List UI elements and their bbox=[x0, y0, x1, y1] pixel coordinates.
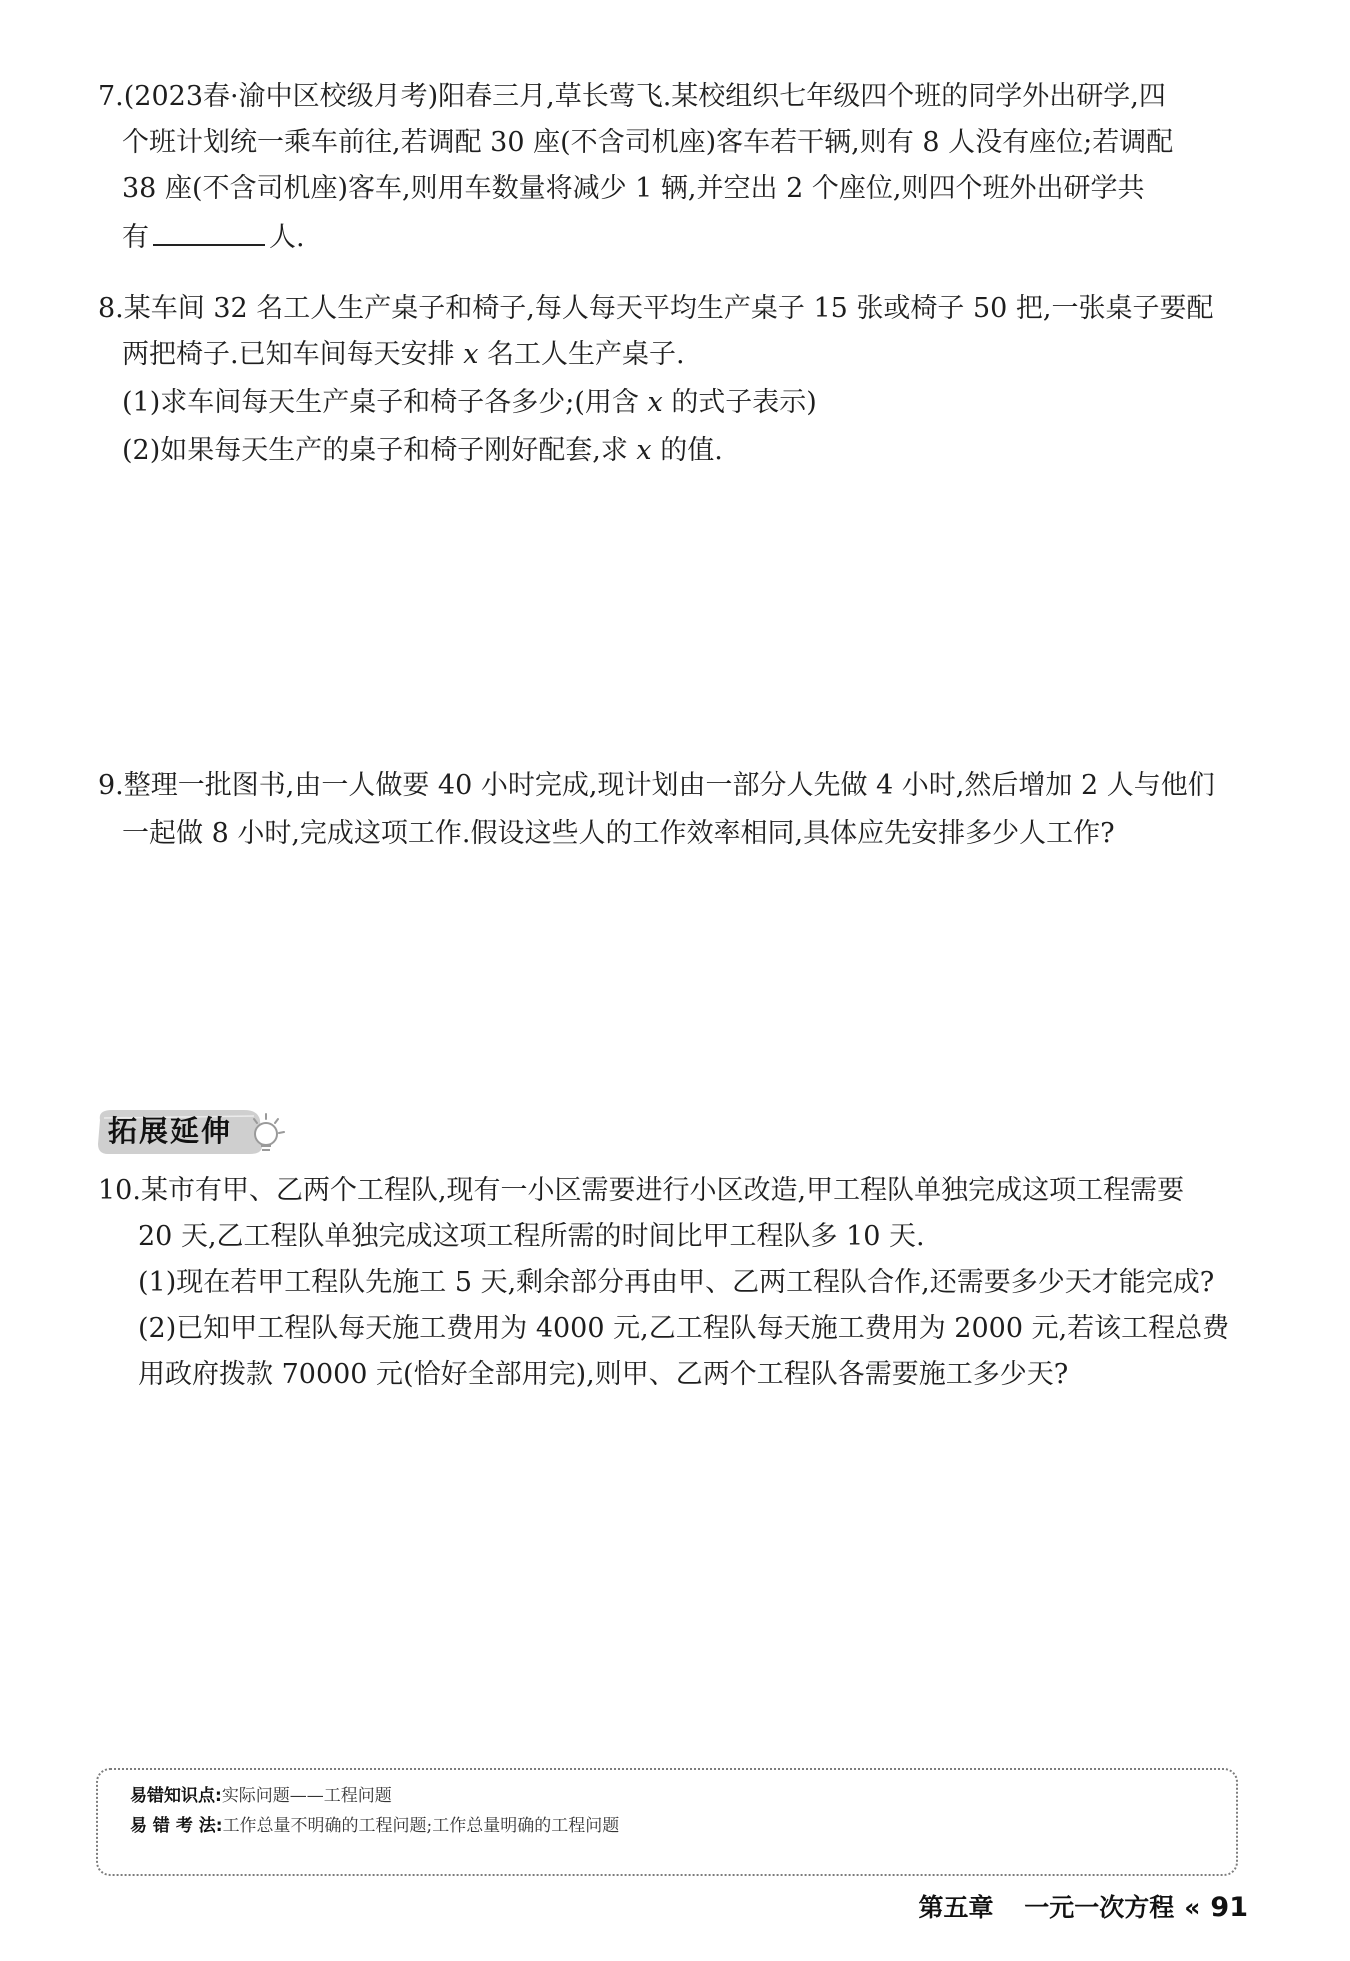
page-number: 91 bbox=[1210, 1892, 1248, 1923]
lightbulb-icon bbox=[255, 1123, 277, 1145]
chapter-label: 第五章 bbox=[918, 1893, 994, 1922]
q8-line-1: 8.某车间 32 名工人生产桌子和椅子,每人每天平均生产桌子 15 张或椅子 50 把,一张桌子要配 bbox=[98, 290, 1214, 328]
q10-subquestion-1: (1)现在若甲工程队先施工 5 天,剩余部分再由甲、乙两工程队合作,还需要多少天才能完成? bbox=[138, 1267, 1215, 1298]
q7-line-4: 有 人. bbox=[122, 216, 305, 257]
q7-line-3: 38 座(不含司机座)客车,则用车数量将减少 1 辆,并空出 2 个座位,则四个班外出研学共 bbox=[122, 173, 1145, 204]
q10-line-1: 10.某市有甲、乙两个工程队,现有一小区需要进行小区改造,甲工程队单独完成这项工程需要 bbox=[98, 1172, 1184, 1210]
chevron-left-icon: « bbox=[1184, 1893, 1201, 1922]
section-title: 拓展延伸 bbox=[108, 1114, 233, 1148]
answer-blank[interactable] bbox=[153, 216, 265, 246]
q8-line-2: 两把椅子.已知车间每天安排 x 名工人生产桌子. bbox=[122, 339, 685, 370]
q10-line-2: 20 天,乙工程队单独完成这项工程所需的时间比甲工程队多 10 天. bbox=[138, 1221, 925, 1252]
q7-number: 7. bbox=[98, 81, 124, 112]
q8-subquestion-2: (2)如果每天生产的桌子和椅子刚好配套,求 x 的值. bbox=[122, 435, 723, 466]
q9-line-1: 9.整理一批图书,由一人做要 40 小时完成,现计划由一部分人先做 4 小时,然后增加 2 人与他们 bbox=[98, 767, 1215, 805]
q10-subquestion-2-line-1: (2)已知甲工程队每天施工费用为 4000 元,乙工程队每天施工费用为 2000 元,若该工程总费 bbox=[138, 1313, 1230, 1344]
q8-subquestion-1: (1)求车间每天生产桌子和椅子各多少;(用含 x 的式子表示) bbox=[122, 387, 817, 418]
variable-x: x bbox=[647, 387, 663, 418]
page-footer bbox=[919, 1890, 1248, 1926]
q9-number: 9. bbox=[98, 770, 124, 801]
q7-line-1: 7.(2023春·渝中区校级月考)阳春三月,草长莺飞.某校组织七年级四个班的同学外出研学,四 bbox=[98, 78, 1166, 116]
note-line-knowledge-point: 易错知识点:实际问题——工程问题 bbox=[130, 1786, 392, 1806]
q8-number: 8. bbox=[98, 293, 124, 324]
q10-number: 10. bbox=[98, 1175, 141, 1206]
q9-line-2: 一起做 8 小时,完成这项工作.假设这些人的工作效率相同,具体应先安排多少人工作? bbox=[122, 818, 1115, 849]
note-line-test-method: 易 错 考 法:工作总量不明确的工程问题;工作总量明确的工程问题 bbox=[130, 1816, 620, 1836]
q7-line-2: 个班计划统一乘车前往,若调配 30 座(不含司机座)客车若干辆,则有 8 人没有座位;若调配 bbox=[122, 127, 1174, 158]
q10-subquestion-2-line-2: 用政府拨款 70000 元(恰好全部用完),则甲、乙两个工程队各需要施工多少天? bbox=[138, 1359, 1069, 1390]
variable-x: x bbox=[636, 435, 652, 466]
variable-x: x bbox=[463, 339, 479, 370]
chapter-topic: 一元一次方程 bbox=[1024, 1893, 1175, 1922]
